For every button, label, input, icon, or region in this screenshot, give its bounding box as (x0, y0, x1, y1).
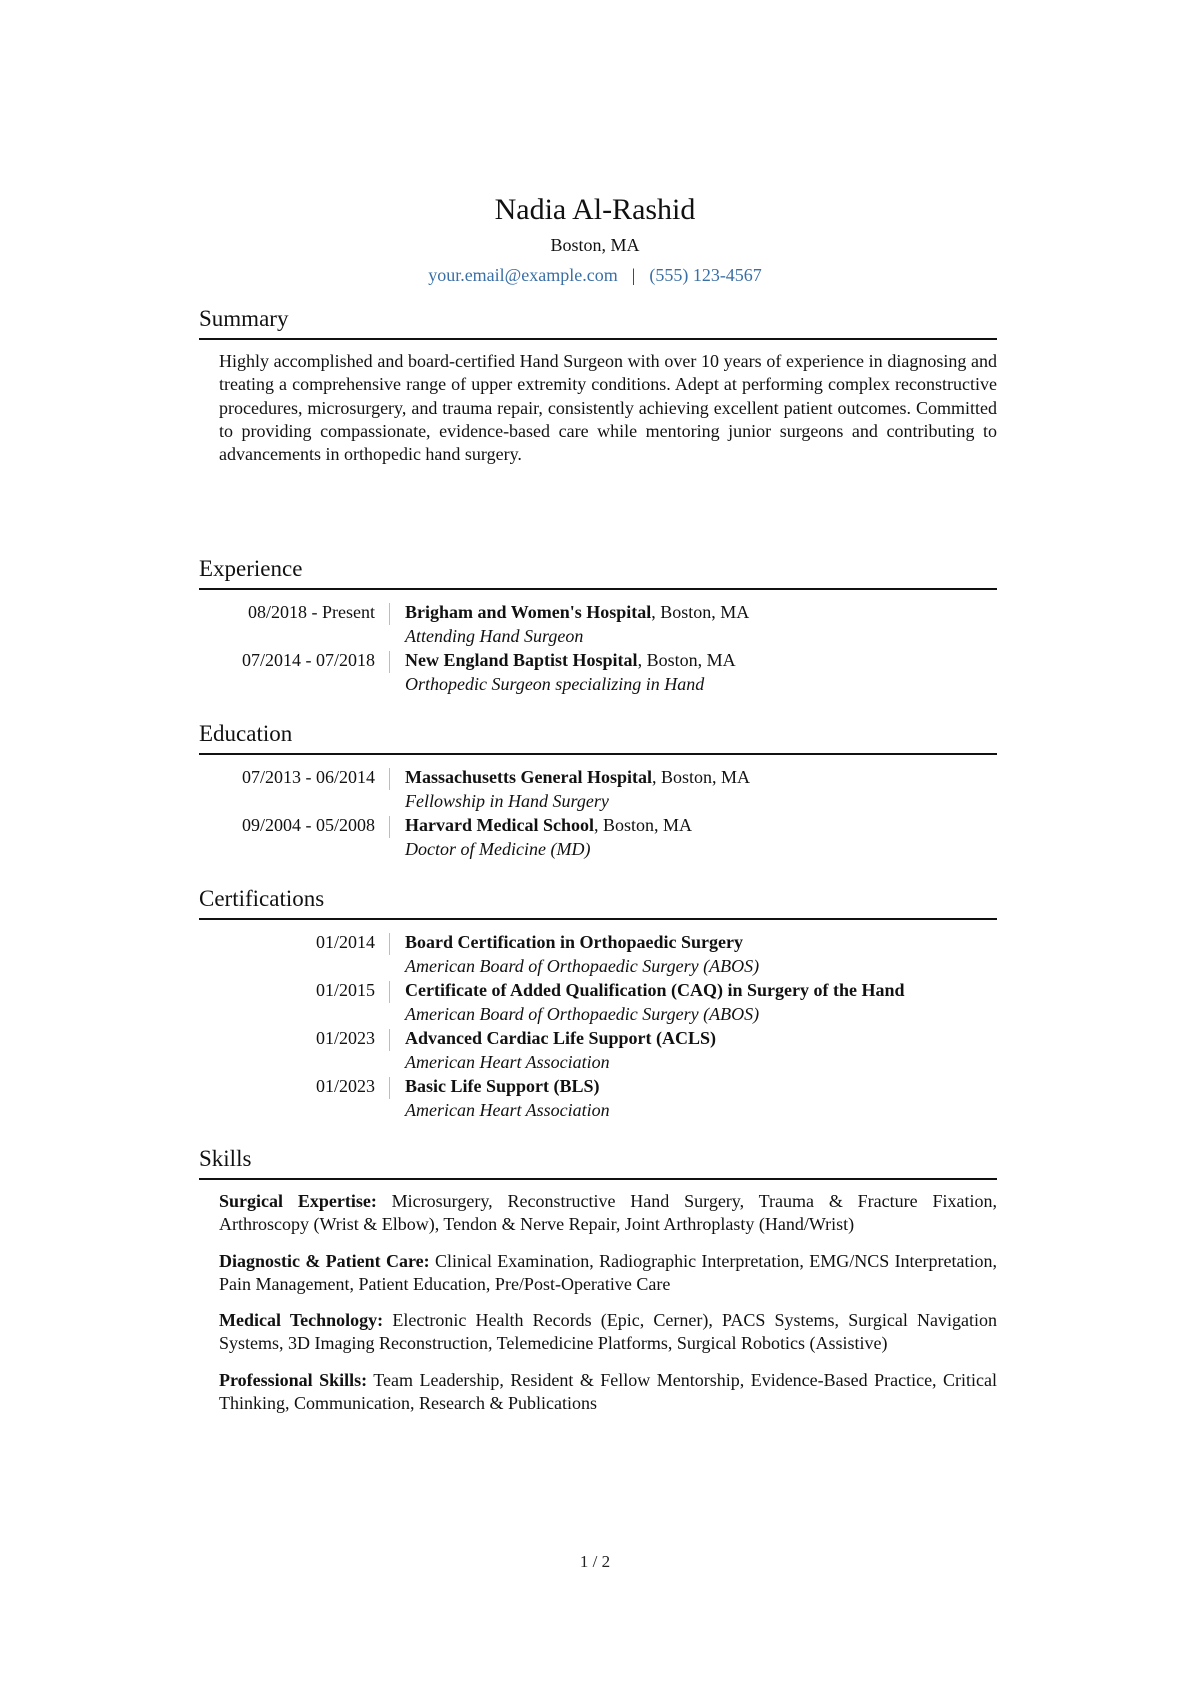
entry-divider (389, 981, 390, 1003)
section-title-summary: Summary (199, 304, 997, 340)
certification-issuer: American Board of Orthopaedic Surgery (ABOS) (405, 1003, 760, 1024)
certification-entry (199, 1075, 997, 1122)
skills-section (199, 1144, 997, 1415)
entry-date: 08/2018 - Present (248, 602, 375, 622)
certification-name: Certificate of Added Qualification (CAQ) in Surgery of the Hand (405, 980, 905, 1000)
skill-group-label: Diagnostic & Patient Care: (219, 1250, 430, 1271)
entry-organization: New England Baptist Hospital (405, 650, 638, 670)
entry-date: 07/2014 - 07/2018 (242, 650, 375, 670)
entry-date: 01/2023 (315, 1076, 375, 1096)
certification-entry (199, 1027, 997, 1074)
entry-location: , Boston, MA (651, 602, 750, 622)
entry-date: 09/2004 - 05/2008 (242, 815, 375, 835)
summary-section (199, 304, 997, 466)
entry-divider (389, 603, 390, 625)
entry-role: Orthopedic Surgeon specializing in Hand (405, 673, 705, 694)
certification-entry (199, 979, 997, 1026)
education-entry (199, 814, 997, 861)
education-section (199, 719, 997, 861)
certification-name: Basic Life Support (BLS) (405, 1076, 600, 1096)
candidate-name: Nadia Al-Rashid (494, 193, 696, 226)
entry-organization: Brigham and Women's Hospital (405, 602, 652, 622)
entry-date: 01/2015 (315, 980, 375, 1000)
experience-entry (199, 649, 997, 696)
skill-group-label: Professional Skills: (219, 1369, 368, 1390)
certification-issuer: American Heart Association (405, 1099, 610, 1120)
certifications-section (199, 884, 997, 1122)
entry-date: 01/2023 (315, 1028, 375, 1048)
certification-issuer: American Board of Orthopaedic Surgery (ABOS) (405, 955, 760, 976)
summary-text: Highly accomplished and board-certified Hand Surgeon with over 10 years of experience in diagnosing and treating a comprehensive range of upper extremity conditions. Adept at performing complex reconstructive procedures, microsurgery, and trauma repair, consistently achieving excellent patient outcomes. Committed to providing compassionate, evidence-based care while mentoring junior surgeons and contributing to advancements in orthopedic hand surgery. (219, 351, 997, 465)
skill-group-text: Microsurgery, Reconstructive Hand Surgery, Trauma & Fracture Fixation, Arthroscopy (Wrist & Elbow), Tendon & Nerve Repair, Joint Arthroplasty (Hand/Wrist) (219, 1191, 997, 1235)
phone-link[interactable]: (555) 123-4567 (649, 265, 762, 285)
contact-line (0, 262, 1190, 288)
skill-group-text: Clinical Examination, Radiographic Interpretation, EMG/NCS Interpretation, Pain Management, Patient Education, Pre/Post-Operative Care (219, 1250, 998, 1294)
certification-entry (199, 931, 997, 978)
entry-date: 07/2013 - 06/2014 (242, 767, 375, 787)
skill-group (199, 1309, 997, 1356)
skills-list (199, 1190, 997, 1415)
skill-group-label: Surgical Expertise: (219, 1191, 377, 1211)
entry-divider (389, 768, 390, 790)
contact-separator: | (631, 265, 636, 285)
entry-divider (389, 1029, 390, 1051)
skill-group-label: Medical Technology: (219, 1310, 384, 1331)
skill-group (199, 1369, 997, 1416)
skill-group-text: Electronic Health Records (Epic, Cerner), PACS Systems, Surgical Navigation Systems, 3D Imaging Reconstruction, Telemedicine Platforms, Surgical Robotics (Assistive) (219, 1310, 998, 1354)
entry-divider (389, 651, 390, 673)
section-title-skills: Skills (199, 1144, 997, 1180)
experience-section (199, 554, 997, 696)
entry-divider (389, 1077, 390, 1099)
certification-name: Advanced Cardiac Life Support (ACLS) (405, 1028, 717, 1048)
resume-header (0, 190, 1190, 288)
entry-degree: Fellowship in Hand Surgery (405, 790, 609, 811)
skill-group (199, 1190, 997, 1237)
skill-group-text: Team Leadership, Resident & Fellow Mentorship, Evidence-Based Practice, Critical Thinking, Communication, Research & Publications (219, 1369, 997, 1414)
experience-entry (199, 601, 997, 648)
section-title-experience: Experience (199, 554, 997, 590)
certification-name: Board Certification in Orthopaedic Surgery (405, 932, 743, 952)
section-title-education: Education (199, 719, 997, 755)
entry-location: , Boston, MA (652, 767, 751, 787)
entry-divider (389, 933, 390, 955)
entry-divider (389, 816, 390, 838)
candidate-location: Boston, MA (550, 235, 640, 255)
entry-location: , Boston, MA (637, 650, 736, 670)
entry-role: Attending Hand Surgeon (405, 625, 584, 646)
entry-location: , Boston, MA (593, 815, 692, 835)
entry-date: 01/2014 (315, 932, 375, 952)
skill-group (199, 1250, 997, 1297)
education-entry (199, 766, 997, 813)
entry-organization: Massachusetts General Hospital (405, 767, 652, 787)
section-title-certifications: Certifications (199, 884, 997, 920)
certification-issuer: American Heart Association (405, 1051, 610, 1072)
entry-degree: Doctor of Medicine (MD) (405, 838, 591, 859)
entry-organization: Harvard Medical School (405, 815, 594, 835)
page-number: 1 / 2 (579, 1552, 611, 1571)
email-link[interactable]: your.email@example.com (428, 265, 618, 285)
